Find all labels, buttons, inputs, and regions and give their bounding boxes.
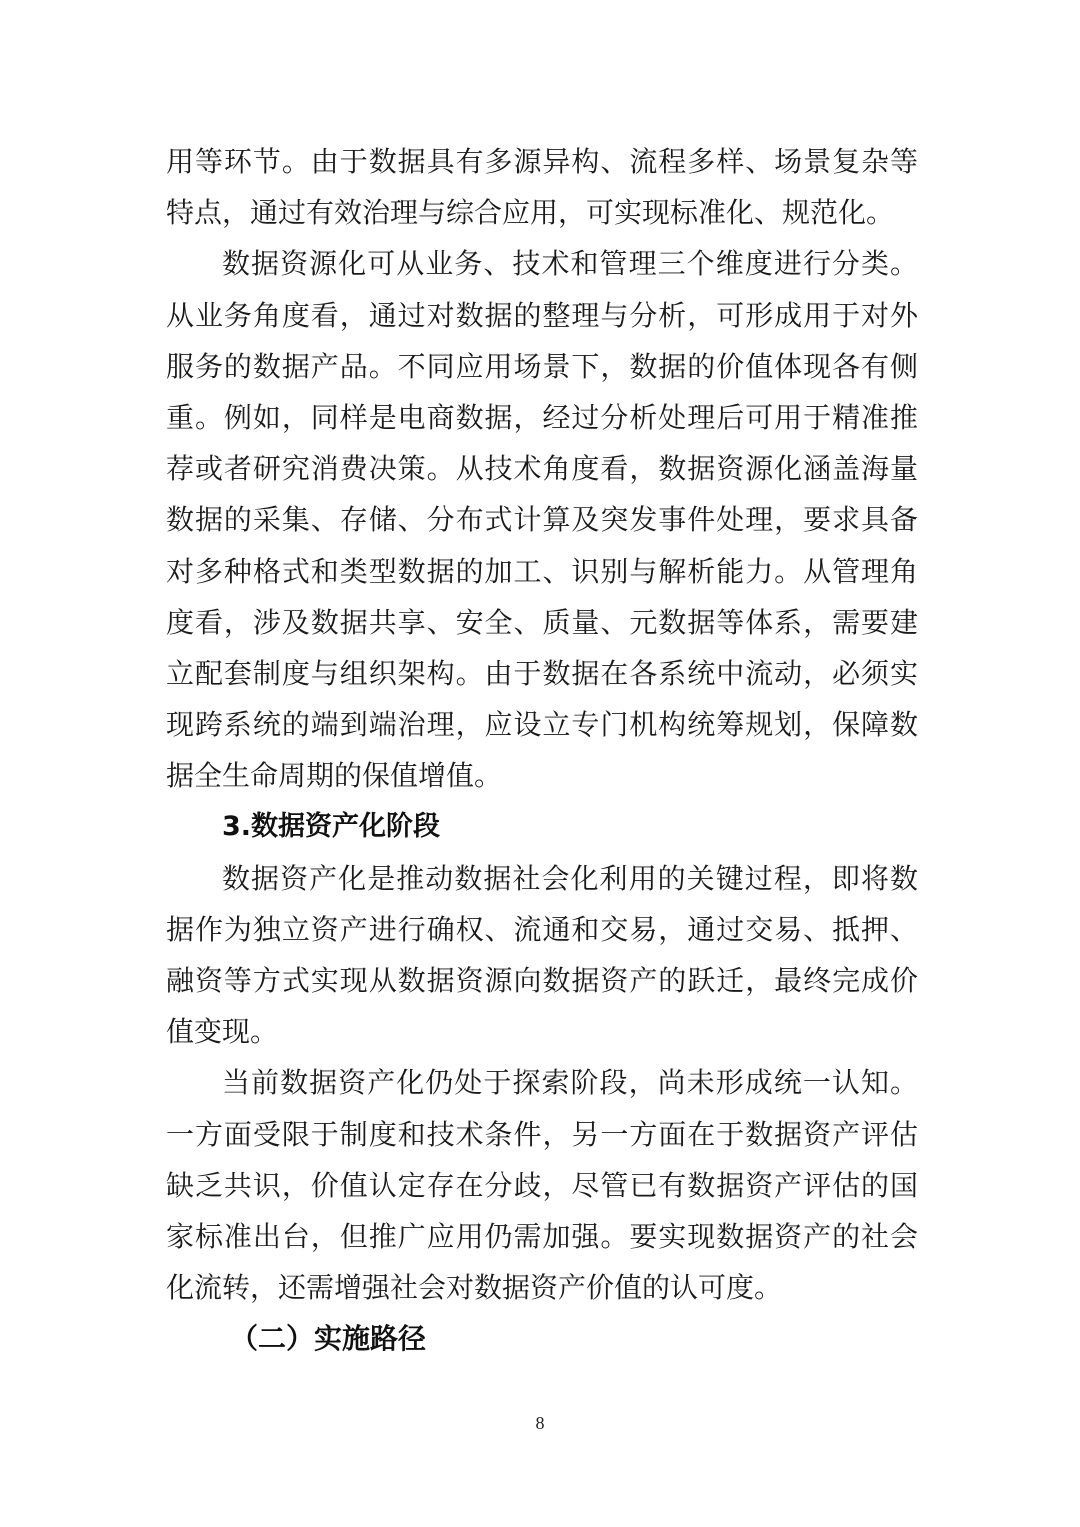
text-line-16: 据作为独立资产进行确权、流通和交易，通过交易、抵押、 — [166, 912, 918, 946]
section-heading: 3.数据资产化阶段 — [222, 811, 441, 843]
text-line-4: 从业务角度看，通过对数据的整理与分析，可形成用于对外 — [166, 298, 918, 332]
text-line-22: 家标准出台，但推广应用仍需加强。要实现数据资产的社会 — [166, 1219, 918, 1253]
text-line-8: 数据的采集、存储、分布式计算及突发事件处理，要求具备 — [166, 503, 918, 537]
paragraph-start-line: 数据资源化可从业务、技术和管理三个维度进行分类。 — [222, 247, 918, 281]
text-line-23: 化流转，还需增强社会对数据资产价值的认可度。 — [166, 1271, 783, 1305]
text-line-7: 荐或者研究消费决策。从技术角度看，数据资源化涵盖海量 — [166, 452, 918, 486]
text-line-17: 融资等方式实现从数据资源向数据资产的跃迁，最终完成价 — [166, 964, 918, 997]
text-line-5: 服务的数据产品。不同应用场景下，数据的价值体现各有侧 — [166, 349, 918, 383]
text-line-12: 现跨系统的端到端治理，应设立专门机构统筹规划，保障数 — [166, 708, 918, 742]
paragraph-start-line: 当前数据资产化仍处于探索阶段，尚未形成统一认知。 — [222, 1066, 918, 1100]
text-line-13: 据全生命周期的保值增值。 — [166, 759, 503, 793]
text-line-21: 缺乏共识，价值认定存在分歧，尽管已有数据资产评估的国 — [166, 1168, 918, 1202]
subsection-heading: （二）实施路径 — [230, 1322, 427, 1356]
text-line-2: 特点，通过有效治理与综合应用，可实现标准化、规范化。 — [166, 196, 895, 230]
text-line-10: 度看，涉及数据共享、安全、质量、元数据等体系，需要建 — [166, 605, 918, 639]
text-line-1: 用等环节。由于数据具有多源异构、流程多样、场景复杂等 — [166, 145, 918, 178]
paragraph-start-line: 数据资产化是推动数据社会化利用的关键过程，即将数 — [222, 861, 918, 895]
text-line-20: 一方面受限于制度和技术条件，另一方面在于数据资产评估 — [166, 1117, 918, 1151]
page-body — [166, 136, 918, 1365]
text-line-9: 对多种格式和类型数据的加工、识别与解析能力。从管理角 — [166, 554, 918, 588]
text-line-11: 立配套制度与组织架构。由于数据在各系统中流动，必须实 — [166, 656, 918, 690]
page-number: 8 — [535, 1413, 545, 1433]
text-line-18: 值变现。 — [166, 1015, 279, 1049]
text-line-6: 重。例如，同样是电商数据，经过分析处理后可用于精准推 — [166, 400, 918, 434]
